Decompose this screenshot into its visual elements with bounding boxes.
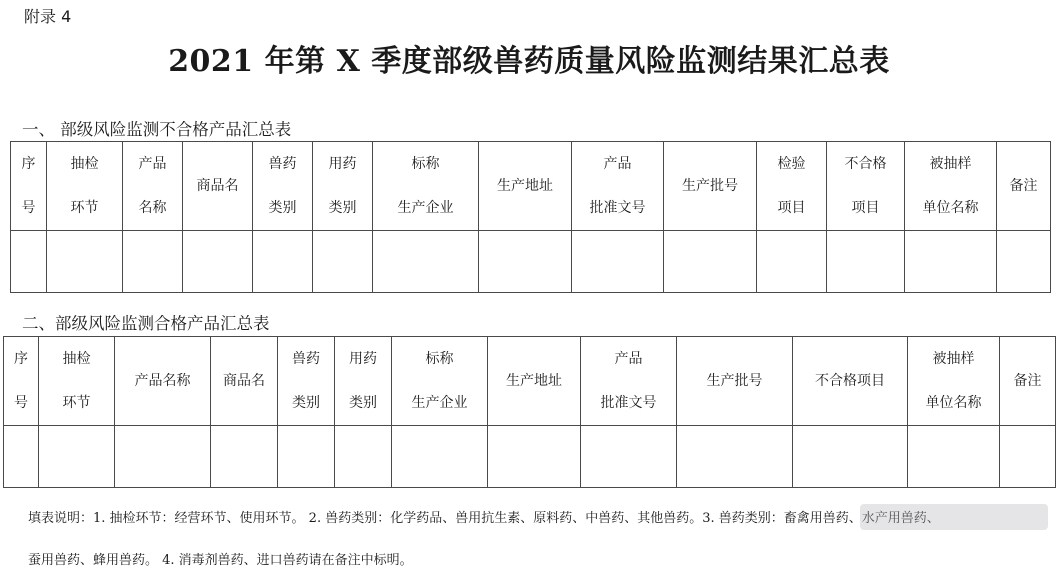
header-cell [39,337,115,426]
header-cell [677,337,793,426]
data-cell [253,231,313,293]
header-cell-text: 标称 [425,351,454,367]
header-cell-text: 类别 [328,200,357,216]
header-cell [664,142,757,231]
header-cell-text: 被抽样 [929,156,972,172]
data-cell [183,231,253,293]
header-cell-text: 项目 [777,200,806,216]
fill-instructions-line2: 蚕用兽药、蜂用兽药。 4. 消毒剂兽药、进口兽药请在备注中标明。 [28,553,413,568]
header-cell [488,337,581,426]
data-cell [373,231,479,293]
header-cell-text: 兽药 [292,351,320,367]
header-cell-text: 单位名称 [925,395,982,411]
appendix-label: 附录 4 [24,7,72,26]
header-cell-text: 生产地址 [497,178,553,194]
header-cell-text: 序 [14,351,28,367]
data-cell [488,426,581,488]
header-cell [278,337,335,426]
header-cell-text: 类别 [268,200,297,216]
header-cell-text: 环节 [70,200,99,216]
header-cell-text: 不合格 [844,156,887,172]
header-cell-text: 抽检 [62,351,91,367]
header-cell [313,142,373,231]
watermark [860,504,1048,530]
section2-heading: 二、部级风险监测合格产品汇总表 [22,314,270,333]
table-row [11,231,1051,293]
header-cell-text: 序 [21,156,36,172]
table-header-row [11,142,1051,231]
header-cell [997,142,1051,231]
header-cell [123,142,183,231]
header-cell-text: 商品名 [223,373,265,389]
table-header-row [4,337,1056,426]
header-cell [581,337,677,426]
header-cell-text: 被抽样 [932,351,975,367]
header-cell [115,337,211,426]
header-cell [335,337,392,426]
data-cell [4,426,39,488]
header-cell-text: 类别 [349,395,377,411]
header-cell [4,337,39,426]
header-cell-text: 用药 [349,351,377,367]
data-cell [908,426,1000,488]
header-cell-text: 批准文号 [589,200,646,216]
header-cell-text: 备注 [1009,178,1038,194]
fill-instructions-line1: 填表说明：1. 抽检环节：经营环节、使用环节。 2. 兽药类别：化学药品、兽用抗生素、原料药、中兽药、其他兽药。3. 兽药类别：畜禽用兽药、水产用兽药、 [28,511,940,526]
data-cell [793,426,908,488]
data-cell [335,426,392,488]
header-cell [1000,337,1056,426]
data-cell [479,231,572,293]
header-cell-text: 产品 [603,156,632,172]
header-cell-text: 批准文号 [600,395,657,411]
header-cell-text: 检验 [777,156,806,172]
header-cell-text: 生产企业 [411,395,468,411]
data-cell [664,231,757,293]
header-cell [793,337,908,426]
header-cell [572,142,664,231]
data-cell [572,231,664,293]
header-cell-text: 生产地址 [506,373,562,389]
data-cell [11,231,47,293]
header-cell-text: 产品 [138,156,167,172]
header-cell [11,142,47,231]
header-cell-text: 生产批号 [706,373,763,389]
header-cell-text: 商品名 [196,178,239,194]
table-row [4,426,1056,488]
header-cell-text: 单位名称 [922,200,979,216]
unqualified-products-table [10,141,1051,293]
header-cell-text: 兽药 [268,156,297,172]
data-cell [905,231,997,293]
data-cell [997,231,1051,293]
header-cell-text: 名称 [138,200,167,216]
header-cell [47,142,123,231]
header-cell [479,142,572,231]
header-cell [757,142,827,231]
header-cell [373,142,479,231]
data-cell [677,426,793,488]
header-cell-text: 产品 [614,351,643,367]
header-cell-text: 产品名称 [134,373,191,389]
data-cell [313,231,373,293]
data-cell [123,231,183,293]
data-cell [827,231,905,293]
header-cell [183,142,253,231]
header-cell-text: 生产企业 [397,200,454,216]
header-cell-text: 类别 [292,395,320,411]
header-cell-text: 不合格项目 [815,373,885,389]
data-cell [757,231,827,293]
data-cell [47,231,123,293]
header-cell-text: 抽检 [70,156,99,172]
header-cell-text: 项目 [851,200,880,216]
section1-heading: 一、 部级风险监测不合格产品汇总表 [22,120,292,139]
data-cell [211,426,278,488]
header-cell-text: 备注 [1013,373,1042,389]
header-cell [253,142,313,231]
header-cell [211,337,278,426]
header-cell-text: 号 [21,200,36,216]
header-cell [392,337,488,426]
header-cell-text: 用药 [328,156,357,172]
header-cell-text: 生产批号 [682,178,738,194]
data-cell [278,426,335,488]
header-cell [908,337,1000,426]
header-cell-text: 标称 [411,156,440,172]
data-cell [1000,426,1056,488]
data-cell [392,426,488,488]
qualified-products-table [3,336,1056,488]
header-cell-text: 环节 [62,395,91,411]
header-cell [827,142,905,231]
data-cell [39,426,115,488]
data-cell [581,426,677,488]
document-title: 2021 年第 X 季度部级兽药质量风险监测结果汇总表 [168,44,890,79]
header-cell-text: 号 [14,395,28,411]
data-cell [115,426,211,488]
header-cell [905,142,997,231]
